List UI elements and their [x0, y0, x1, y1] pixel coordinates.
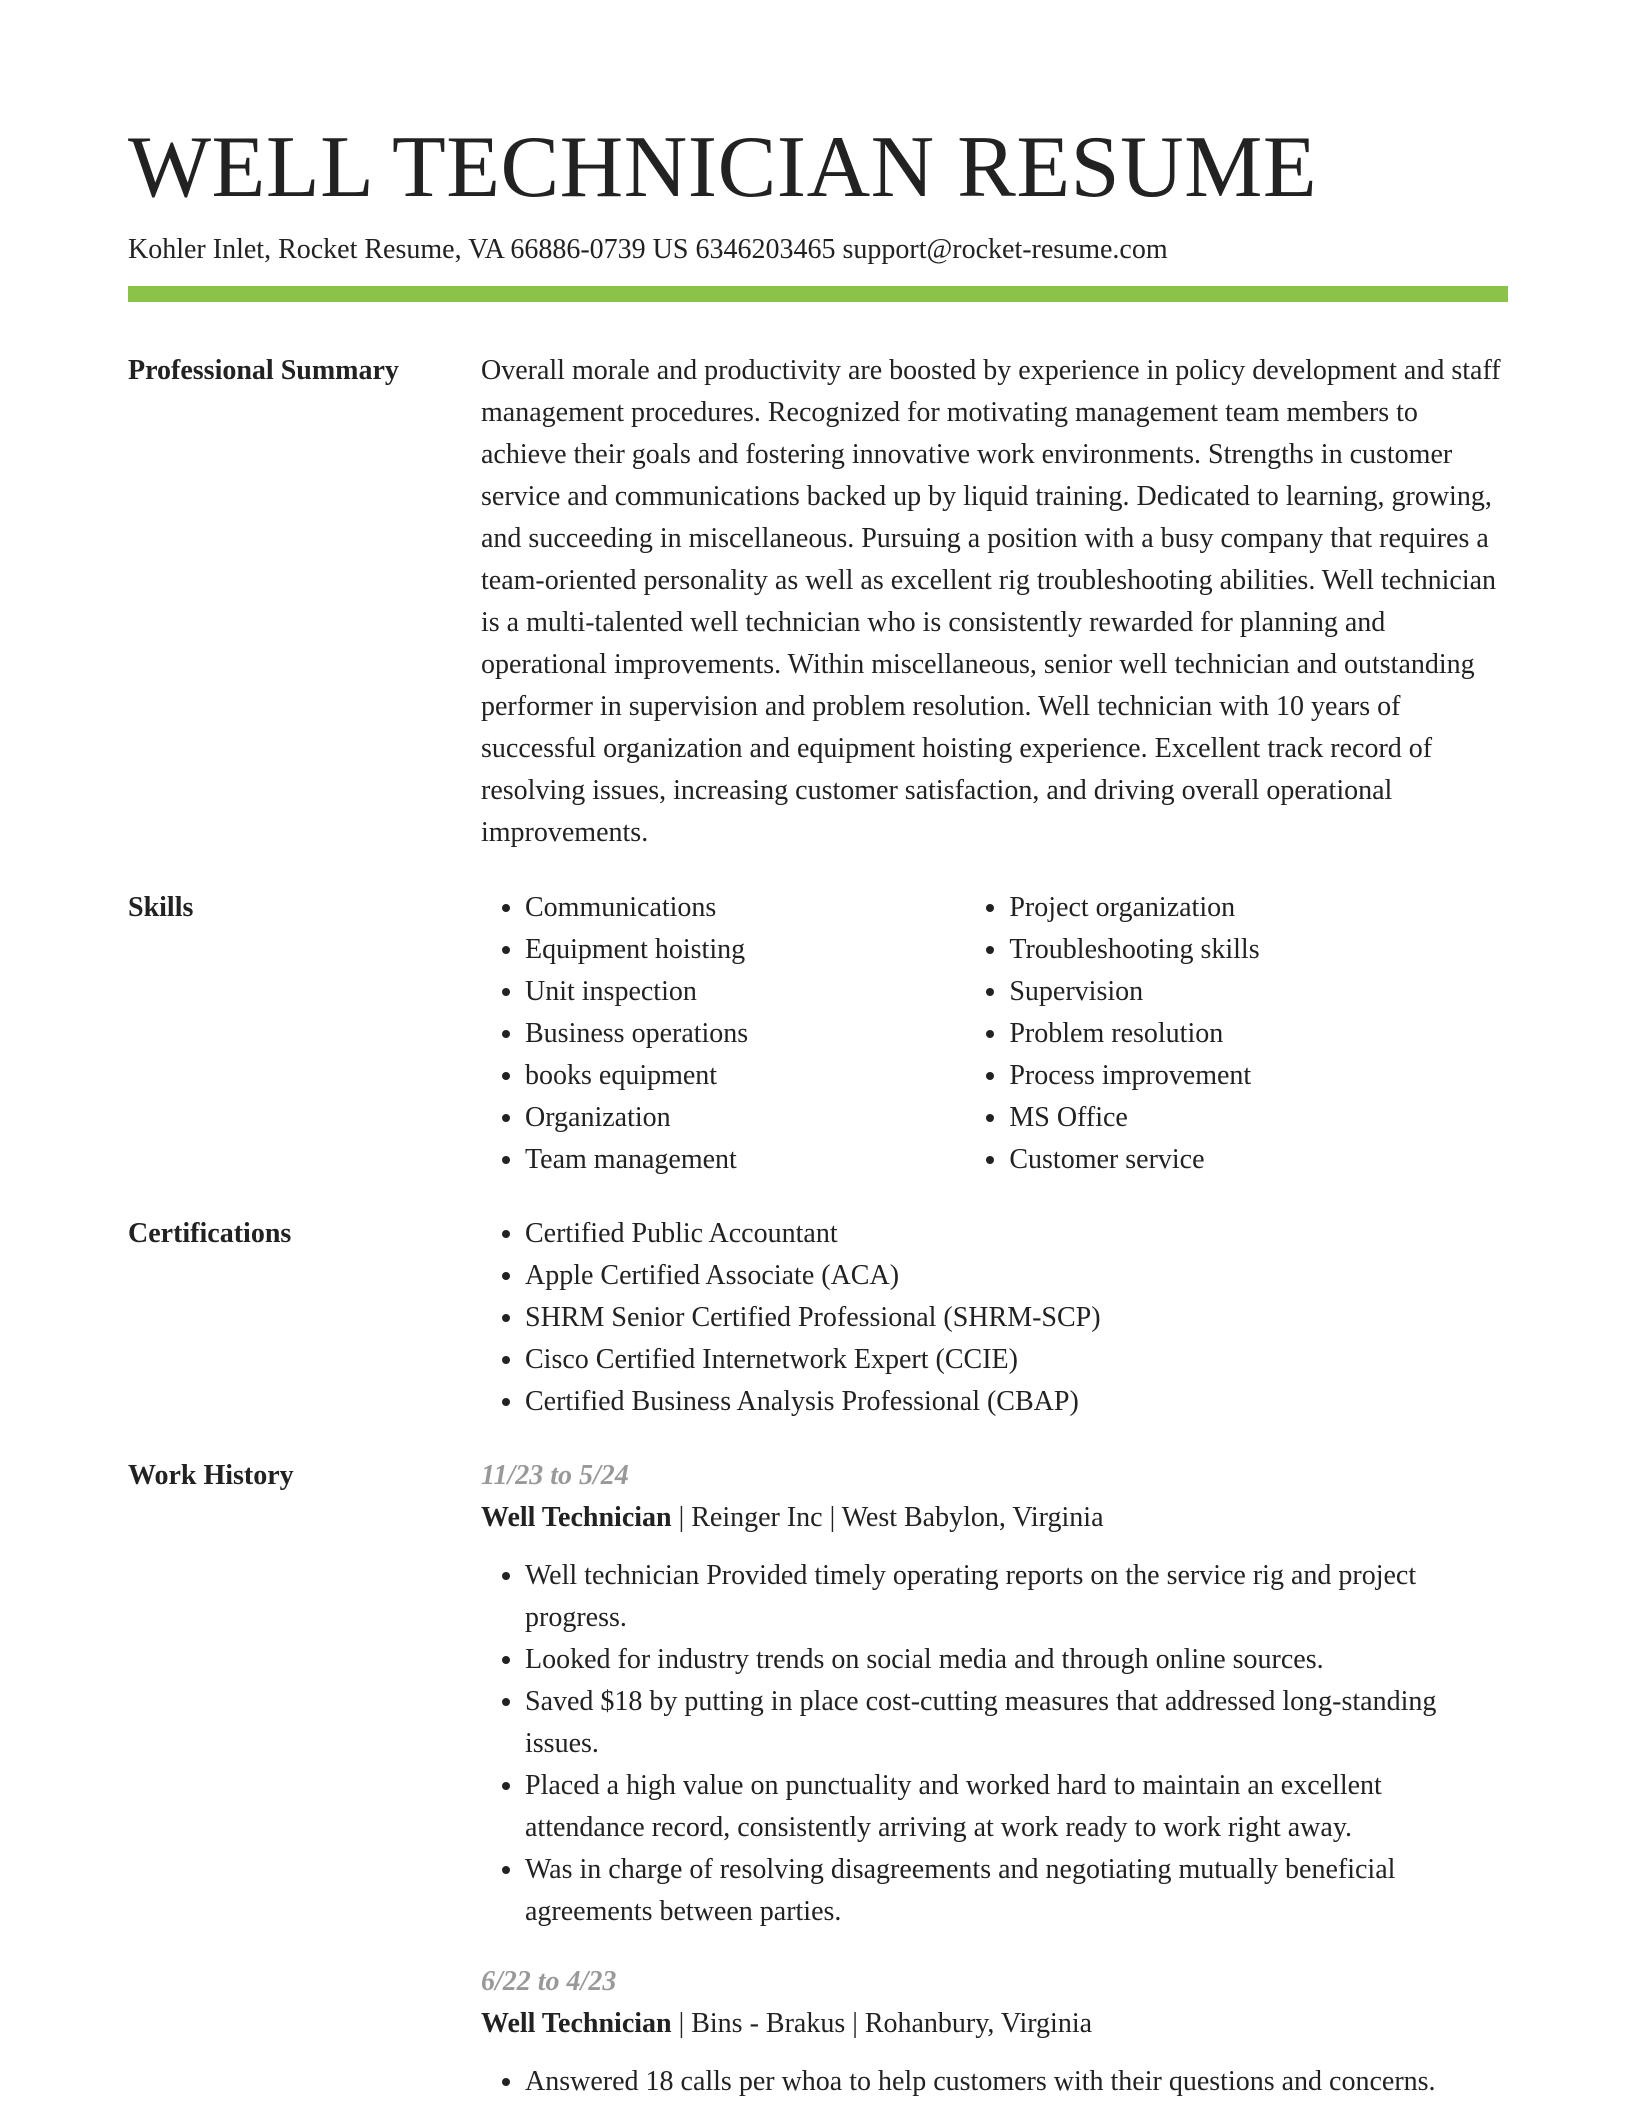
certifications-body	[481, 1213, 1508, 1423]
skills-list-right	[965, 887, 1508, 1181]
skill-item: • Troubleshooting skills	[1009, 929, 1508, 971]
skill-item: • Problem resolution	[1009, 1013, 1508, 1055]
resume-title: WELL TECHNICIAN RESUME	[128, 119, 1318, 216]
job-bullet: • Answered 18 calls per whoa to help customers with their questions and concerns.	[525, 2061, 1508, 2103]
header-divider	[128, 286, 1508, 302]
certification-item: • Apple Certified Associate (ACA)	[525, 1255, 1508, 1297]
skill-item: • Team management	[525, 1139, 965, 1181]
job-details: | Reinger Inc | West Babylon, Virginia	[671, 1502, 1104, 1533]
skill-item: • Customer service	[1009, 1139, 1508, 1181]
certifications-label: Certifications	[128, 1218, 292, 1249]
skills-body	[481, 887, 1508, 1181]
job-bullet: • Was in charge of resolving disagreements and negotiating mutually beneficial agreements between parties.	[525, 1849, 1508, 1933]
skill-item: • MS Office	[1009, 1097, 1508, 1139]
skill-item: • Business operations	[525, 1013, 965, 1055]
job-dates: 6/22 to 4/23	[481, 1966, 617, 1997]
job-title: Well Technician	[481, 1502, 672, 1533]
skill-item: • Communications	[525, 887, 965, 929]
skill-item: • Equipment hoisting	[525, 929, 965, 971]
job-role-line	[481, 1497, 1508, 1539]
job-entry	[481, 1961, 1508, 2103]
job-role-line	[481, 2003, 1508, 2045]
certification-item: • Certified Public Accountant	[525, 1213, 1508, 1255]
contact-line: Kohler Inlet, Rocket Resume, VA 66886-0739 US 6346203465 support@rocket-resume.com	[128, 234, 1168, 265]
work-history-body	[481, 1455, 1508, 2103]
job-entry	[481, 1455, 1508, 1933]
skill-item: • Supervision	[1009, 971, 1508, 1013]
skill-item: • Organization	[525, 1097, 965, 1139]
job-bullets	[481, 2061, 1508, 2103]
job-bullet: • Placed a high value on punctuality and worked hard to maintain an excellent attendance record, consistently arriving at work ready to work right away.	[525, 1765, 1508, 1849]
job-details: | Bins - Brakus | Rohanbury, Virginia	[671, 2008, 1093, 2039]
job-dates: 11/23 to 5/24	[481, 1460, 629, 1491]
skills-label: Skills	[128, 892, 194, 923]
certification-item: • Certified Business Analysis Professional (CBAP)	[525, 1381, 1508, 1423]
skill-item: • books equipment	[525, 1055, 965, 1097]
job-bullets	[481, 1555, 1508, 1933]
certification-item: • Cisco Certified Internetwork Expert (CCIE)	[525, 1339, 1508, 1381]
job-bullet: • Well technician Provided timely operating reports on the service rig and project progress.	[525, 1555, 1508, 1639]
work-history-label: Work History	[128, 1460, 294, 1491]
skill-item: • Project organization	[1009, 887, 1508, 929]
job-bullet: • Saved $18 by putting in place cost-cutting measures that addressed long-standing issues.	[525, 1681, 1508, 1765]
skill-item: • Process improvement	[1009, 1055, 1508, 1097]
certification-item: • SHRM Senior Certified Professional (SHRM-SCP)	[525, 1297, 1508, 1339]
job-bullet: • Looked for industry trends on social media and through online sources.	[525, 1639, 1508, 1681]
certifications-list	[481, 1213, 1508, 1423]
summary-text: Overall morale and productivity are boosted by experience in policy development and staff management procedures. Recognized for motivating management team members to achieve their goals and fostering innovative work environments. Strengths in customer service and communications backed up by liquid training. Dedicated to learning, growing, and succeeding in miscellaneous. Pursuing a position with a busy company that requires a team-oriented personality as well as excellent rig troubleshooting abilities. Well technician is a multi-talented well technician who is consistently rewarded for planning and operational improvements. Within miscellaneous, senior well technician and outstanding performer in supervision and problem resolution. Well technician with 10 years of successful organization and equipment hoisting experience. Excellent track record of resolving issues, increasing customer satisfaction, and driving overall operational improvements.	[481, 355, 1501, 848]
skill-item: • Unit inspection	[525, 971, 965, 1013]
job-title: Well Technician	[481, 2008, 672, 2039]
skills-list-left	[481, 887, 965, 1181]
summary-label: Professional Summary	[128, 355, 399, 386]
summary-body	[481, 350, 1508, 854]
